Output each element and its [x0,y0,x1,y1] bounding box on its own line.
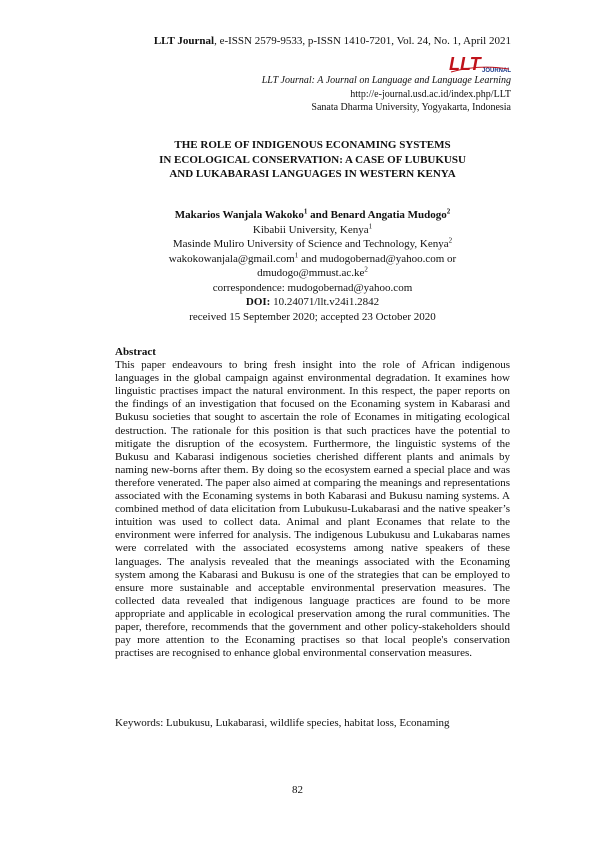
emails [100,252,525,267]
affiliation-sup: 1 [368,221,373,230]
affiliation-text: Kibabii University, Kenya [252,223,369,236]
email[interactable]: wakokowanjala@gmail.com [168,252,295,265]
author-sup: 1 [303,207,308,216]
affiliation [100,237,525,252]
title-line: THE ROLE OF INDIGENOUS ECONAMING SYSTEMS [174,139,451,151]
paper-title [100,138,525,182]
doi-value[interactable]: 10.24071/llt.v24i1.2842 [270,296,380,308]
email-sup: 1 [294,250,299,259]
abstract-section [115,346,510,660]
abstract-body: This paper endeavours to bring fresh insight into the role of African indigenous languages in the global campaign against environmental degradation. It examines how linguistic practises impact the natural environment. In this respect, the paper reports on the findings of an investigation that focused on the Econaming system in Kabarasi and Bukusu societies that sought to ascertain the role of Econames in mitigating ecological destruction. The rationale for this position is that such practices have the potential to mitigate the disruption of the ecosystem. Furthermore, the linguistic systems of the Bukusu and Kabarasi indigenous societies cherished different plants and animals by naming new-borns after them. By doing so the ecosystem earned a special place and was therefore venerated. The paper also aimed at comparing the meanings and representations associated with the Econaming systems in both Kabarasi and Bukusu naming systems. A combined method of data elicitation from Lubukusu-Lukabarasi and the native speaker’s intuition was used to collect data. Animal and plant Econames that relate to the environment were inferred for analysis. The indigenous Lubukusu and Lukabaras names were correlated with the associated ecosystems among native speakers of these languages. The analysis revealed that the meanings associated with the Econaming system among the Kabarasi and Bukusu is one of the strategies that can be employed to ensure more sustainable and acceptable environmental preservation measures. The collected data revealed that indigenous language practices are found to be more appropriate and applicable in ecological preservation among the rural communities. The paper, therefore, recommends that the government and other policy-stakeholders should pay more attention to the Econaming practises so that local people's conservation practises are recognised to enhance global environmental conservation measures. [115,359,510,660]
logo-sub: JOURNAL [482,68,511,74]
title-line: AND LUKABARASI LANGUAGES IN WESTERN KENYA [169,168,456,180]
journal-full-name: LLT Journal: A Journal on Language and Language Learning [261,75,511,86]
author-names [100,208,525,223]
journal-url[interactable]: http://e-journal.usd.ac.id/index.php/LLT [350,88,511,100]
doi [100,295,525,310]
correspondence: correspondence: mudogobernad@yahoo.com [212,281,413,294]
keywords: Keywords: Lubukusu, Lukabarasi, wildlife species, habitat loss, Econaming [115,717,450,729]
doi-label: DOI: [245,296,271,308]
email-sup: 2 [364,265,368,274]
email[interactable]: dmudogo@mmust.ac.ke [257,267,365,279]
journal-university: Sanata Dharma University, Yogyakarta, Indonesia [311,102,511,113]
author-block [100,208,525,324]
issn-line: , e-ISSN 2579-9533, p-ISSN 1410-7201, Vol. 24, No. 1, April 2021 [214,35,511,47]
email-joiner: and mudogobernad@yahoo.com or [298,252,457,265]
page-number: 82 [292,784,303,796]
affiliation-text: Masinde Muliro University of Science and Technology, Kenya [172,238,449,250]
logo-text: LLT [449,54,481,74]
journal-name: LLT Journal [153,35,215,47]
affiliation [100,223,525,238]
affiliation-sup: 2 [448,236,453,245]
abstract-heading: Abstract [115,346,156,358]
author-name: Makarios Wanjala Wakoko [174,209,304,221]
journal-logo [449,54,511,74]
author-joiner: and [307,209,331,221]
author-sup: 2 [446,207,451,216]
received-dates: received 15 September 2020; accepted 23 October 2020 [189,310,436,323]
emails [100,266,525,281]
title-line: IN ECOLOGICAL CONSERVATION: A CASE OF LUBUKUSU [159,153,466,166]
author-name: Benard Angatia Mudogo [330,209,447,221]
journal-info [262,74,511,115]
running-header [154,35,511,47]
